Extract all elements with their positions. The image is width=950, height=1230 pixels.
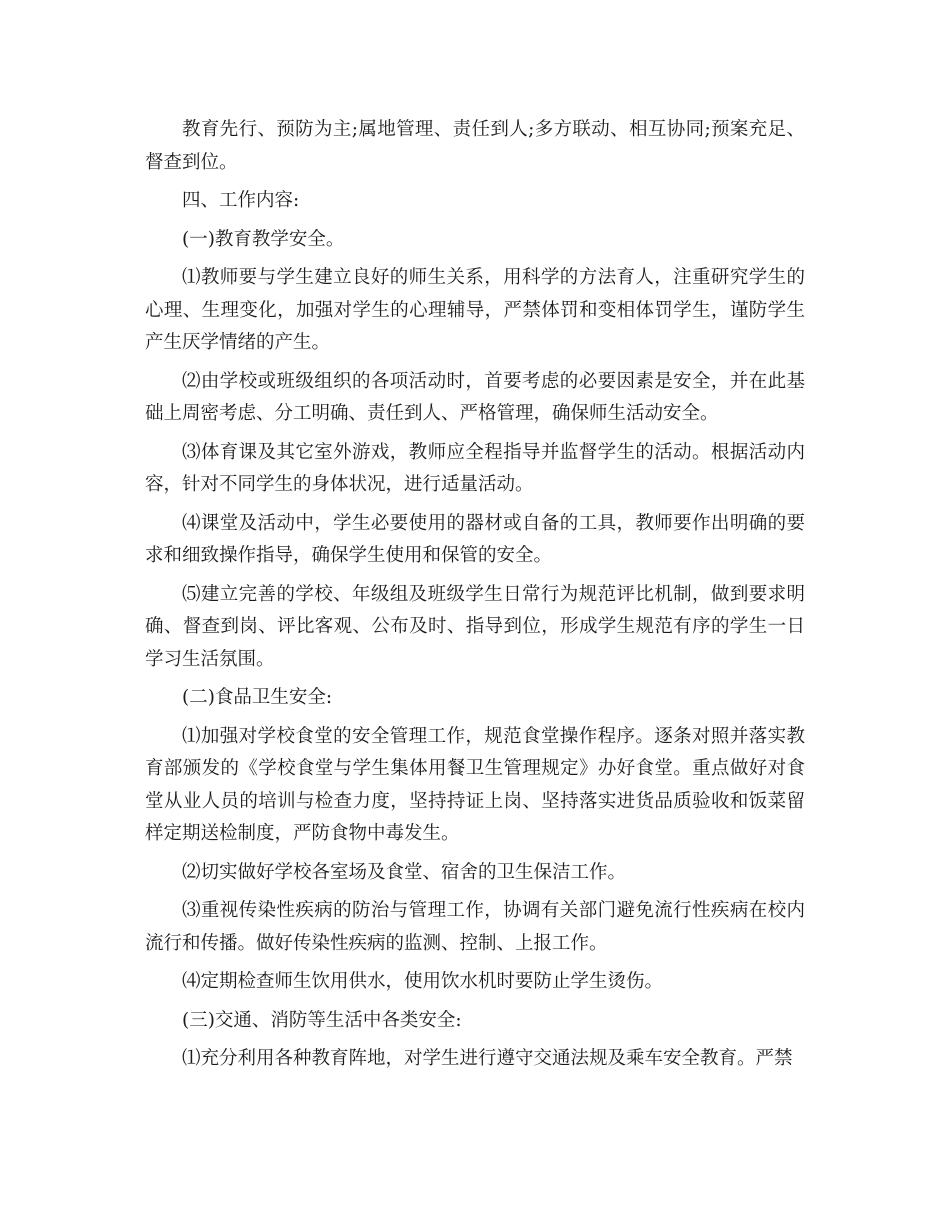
paragraph-teaching-3: ⑶体育课及其它室外游戏，教师应全程指导并监督学生的活动。根据活动内容，针对不同学生的身体状况，进行适量活动。: [145, 441, 805, 495]
document-body: [145, 114, 805, 1082]
paragraph-food-2: ⑵切实做好学校各室场及食堂、宿舍的卫生保洁工作。: [182, 861, 627, 883]
paragraph-teaching-4: ⑷课堂及活动中，学生必要使用的器材或自备的工具，教师要作出明确的要求和细致操作指导，确保学生使用和保管的安全。: [145, 512, 805, 566]
paragraph-traffic-1: ⑴充分利用各种教育阵地，对学生进行遵守交通法规及乘车安全教育。严禁: [182, 1048, 793, 1069]
paragraph-teaching-5: ⑸建立完善的学校、年级组及班级学生日常行为规范评比机制，做到要求明确、督查到岗、评比客观、公布及时、指导到位，形成学生规范有序的学生一日学习生活氛围。: [145, 583, 805, 670]
paragraph-teaching-2: ⑵由学校或班级组织的各项活动时，首要考虑的必要因素是安全，并在此基础上周密考虑、分工明确、责任到人、严格管理，确保师生活动安全。: [145, 370, 805, 424]
subsection-heading-food-safety: (二)食品卫生安全:: [182, 687, 333, 708]
paragraph-food-1: ⑴加强对学校食堂的安全管理工作，规范食堂操作程序。逐条对照并落实教育部颁发的《学校食堂与学生集体用餐卫生管理规定》办好食堂。重点做好对食堂从业人员的培训与检查力度，坚持持证上岗、坚持落实进货品质验收和饭菜留样定期送检制度，严防食物中毒发生。: [145, 725, 805, 844]
section-heading-work-content: 四、工作内容:: [182, 190, 300, 211]
paragraph-principles: 教育先行、预防为主;属地管理、责任到人;多方联动、相互协同;预案充足、督查到位。: [145, 119, 805, 173]
paragraph-food-4: ⑷定期检查师生饮用供水，使用饮水机时要防止学生烫伤。: [182, 971, 664, 992]
subsection-heading-traffic-fire-safety: (三)交通、消防等生活中各类安全:: [182, 1009, 462, 1031]
paragraph-food-3: ⑶重视传染性疾病的防治与管理工作，协调有关部门避免流行性疾病在校内流行和传播。做好传染性疾病的监测、控制、上报工作。: [145, 900, 805, 954]
subsection-heading-teaching-safety: (一)教育教学安全。: [182, 228, 345, 250]
paragraph-teaching-1: ⑴教师要与学生建立良好的师生关系，用科学的方法育人，注重研究学生的心理、生理变化，加强对学生的心理辅导，严禁体罚和变相体罚学生，谨防学生产生厌学情绪的产生。: [145, 267, 805, 353]
